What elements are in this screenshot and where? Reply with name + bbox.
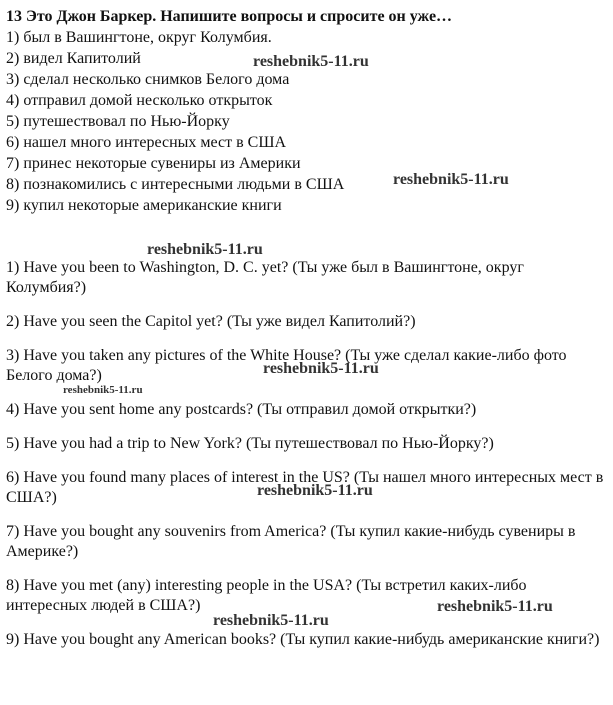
watermark-text: reshebnik5-11.ru xyxy=(253,53,369,70)
answer-8: 8) Have you met (any) interesting people in the USA? (Ты встретил каких-либо интересных людей в США?) xyxy=(6,577,527,614)
answer-3: 3) Have you taken any pictures of the White House? (Ты уже сделал какие-либо фото Белого дома?) xyxy=(6,347,567,384)
watermark-text: reshebnik5-11.ru xyxy=(437,598,553,615)
task-item-3: 3) сделал несколько снимков Белого дома xyxy=(6,71,290,88)
task-block xyxy=(6,6,606,216)
answer-2: 2) Have you seen the Capitol yet? (Ты уже видел Капитолий?) xyxy=(6,313,416,330)
task-item-8: 8) познакомились с интересными людьми в США xyxy=(6,176,345,193)
watermark-text: reshebnik5-11.ru xyxy=(213,612,329,629)
answer-4: 4) Have you sent home any postcards? (Ты отправил домой открытки?) xyxy=(6,401,477,418)
answer-6: 6) Have you found many places of interest in the US? (Ты нашел много интересных мест в США?) xyxy=(6,469,604,506)
answer-7: 7) Have you bought any souvenirs from America? (Ты купил какие-нибудь сувениры в Америке?) xyxy=(6,523,576,560)
watermark-text: reshebnik5-11.ru xyxy=(147,241,263,258)
watermark-text: reshebnik5-11.ru xyxy=(63,384,143,396)
watermark-text: reshebnik5-11.ru xyxy=(257,482,373,499)
answer-5: 5) Have you had a trip to New York? (Ты путешествовал по Нью-Йорку?) xyxy=(6,435,494,452)
answer-1: 1) Have you been to Washington, D. C. yet? (Ты уже был в Вашингтоне, округ Колумбия?) xyxy=(6,259,524,296)
task-item-1: 1) был в Вашингтоне, округ Колумбия. xyxy=(6,29,272,46)
watermark-text: reshebnik5-11.ru xyxy=(263,360,379,377)
answer-9: 9) Have you bought any American books? (Ты купил какие-нибудь американские книги?) xyxy=(6,631,600,648)
watermark-text: reshebnik5-11.ru xyxy=(393,171,509,188)
task-item-6: 6) нашел много интересных мест в США xyxy=(6,134,287,151)
task-item-7: 7) принес некоторые сувениры из Америки xyxy=(6,155,301,172)
task-item-2: 2) видел Капитолий xyxy=(6,50,141,67)
task-title: 13 Это Джон Баркер. Напишите вопросы и спросите он уже… xyxy=(6,8,453,25)
task-item-4: 4) отправил домой несколько открыток xyxy=(6,92,273,109)
task-item-5: 5) путешествовал по Нью-Йорку xyxy=(6,113,230,130)
task-item-9: 9) купил некоторые американские книги xyxy=(6,197,282,214)
